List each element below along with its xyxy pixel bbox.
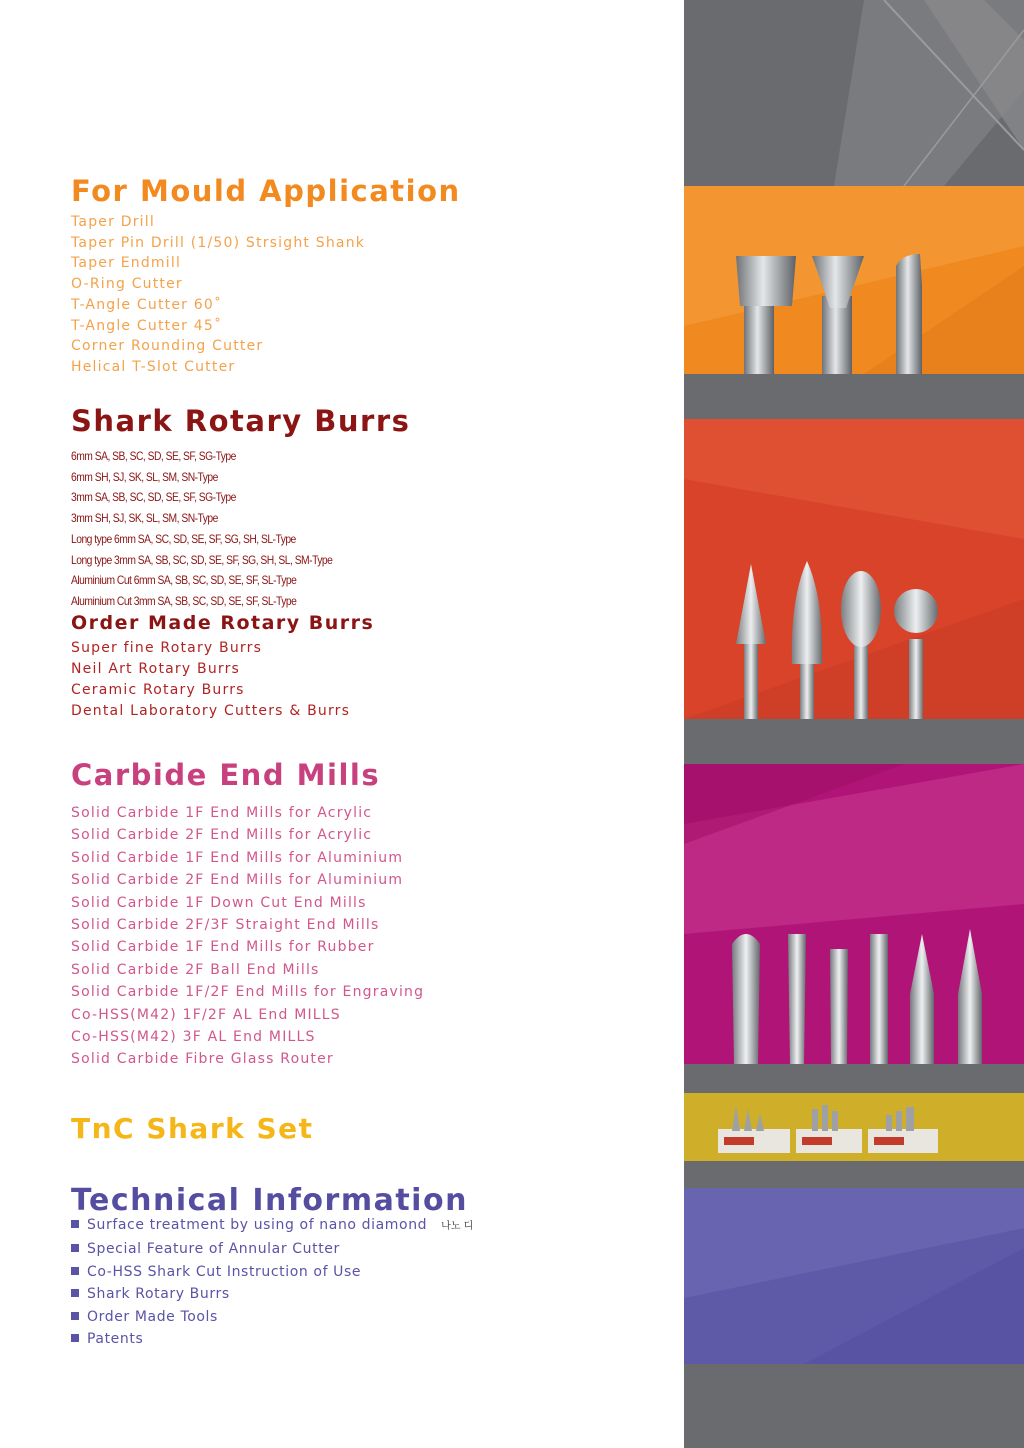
korean-note: 나노 디 xyxy=(441,1221,474,1232)
panel-gloss xyxy=(684,1188,1024,1364)
list-item[interactable]: Super fine Rotary Burrs xyxy=(71,640,263,656)
carbide-end-mills-heading: Carbide End Mills xyxy=(71,758,381,792)
list-item[interactable]: O-Ring Cutter xyxy=(71,276,183,293)
square-bullet-icon xyxy=(71,1312,79,1320)
mould-application-list xyxy=(71,212,365,378)
mould-tools-image xyxy=(684,186,1024,374)
image-sidebar xyxy=(684,0,1024,1448)
end-mills-image xyxy=(684,764,1024,1064)
list-item[interactable]: Long type 6mm SA, SC, SD, SE, SF, SG, SH, SL-Type xyxy=(71,531,296,546)
list-item[interactable]: Long type 3mm SA, SB, SC, SD, SE, SF, SG, SH, SL, SM-Type xyxy=(71,552,333,567)
carbide-end-mills-list xyxy=(71,802,424,1071)
list-item[interactable]: Solid Carbide 2F End Mills for Aluminium xyxy=(71,872,404,889)
list-item[interactable]: Co-HSS(M42) 1F/2F AL End MILLS xyxy=(71,1006,341,1023)
list-item[interactable]: 3mm SA, SB, SC, SD, SE, SF, SG-Type xyxy=(71,490,236,505)
list-item[interactable]: Shark Rotary Burrs xyxy=(71,1283,473,1305)
burr-tools-icon xyxy=(684,419,1024,719)
list-item[interactable]: T-Angle Cutter 45˚ xyxy=(71,317,223,334)
list-item[interactable]: Corner Rounding Cutter xyxy=(71,338,264,355)
list-item[interactable]: Neil Art Rotary Burrs xyxy=(71,661,241,677)
end-mill-tools-icon xyxy=(684,764,1024,1064)
mould-application-heading: For Mould Application xyxy=(71,174,461,208)
list-item[interactable]: 6mm SH, SJ, SK, SL, SM, SN-Type xyxy=(71,469,218,484)
list-item[interactable]: Taper Endmill xyxy=(71,255,182,272)
order-made-list xyxy=(71,638,350,722)
list-item[interactable]: Solid Carbide 2F Ball End Mills xyxy=(71,961,320,978)
list-item[interactable]: Solid Carbide 2F End Mills for Acrylic xyxy=(71,827,373,844)
list-item[interactable]: 3mm SH, SJ, SK, SL, SM, SN-Type xyxy=(71,511,218,526)
list-item[interactable]: Solid Carbide 1F End Mills for Aluminium xyxy=(71,849,404,866)
square-bullet-icon xyxy=(71,1289,79,1297)
list-item[interactable]: Solid Carbide 1F Down Cut End Mills xyxy=(71,894,367,911)
list-item[interactable]: Helical T-Slot Cutter xyxy=(71,358,236,375)
list-item[interactable]: Patents xyxy=(71,1328,473,1350)
shark-rotary-burrs-list xyxy=(71,446,375,612)
list-item[interactable]: Solid Carbide 1F/2F End Mills for Engraving xyxy=(71,984,425,1001)
list-item[interactable]: Solid Carbide 1F End Mills for Acrylic xyxy=(71,805,373,821)
order-made-rotary-burrs-heading: Order Made Rotary Burrs xyxy=(71,612,375,634)
list-item[interactable]: Dental Laboratory Cutters & Burrs xyxy=(71,703,351,719)
square-bullet-icon xyxy=(71,1244,79,1252)
technical-panel xyxy=(684,1188,1024,1364)
list-item[interactable]: Taper Drill xyxy=(71,214,155,230)
list-item[interactable]: Solid Carbide Fibre Glass Router xyxy=(71,1051,334,1068)
list-item[interactable]: Special Feature of Annular Cutter xyxy=(71,1238,473,1260)
square-bullet-icon xyxy=(71,1267,79,1275)
list-item[interactable]: Taper Pin Drill (1/50) Strsight Shank xyxy=(71,234,366,251)
shark-rotary-burrs-heading: Shark Rotary Burrs xyxy=(71,404,411,438)
list-item[interactable]: Co-HSS(M42) 3F AL End MILLS xyxy=(71,1029,316,1046)
decorative-lines xyxy=(684,0,1024,186)
cutter-tools-icon xyxy=(684,186,1024,374)
technical-information-list xyxy=(71,1214,473,1350)
list-item[interactable]: Surface treatment by using of nano diamond 나노 디 xyxy=(71,1214,473,1238)
rotary-burrs-image xyxy=(684,419,1024,719)
list-item[interactable]: Solid Carbide 1F End Mills for Rubber xyxy=(71,939,375,956)
square-bullet-icon xyxy=(71,1334,79,1342)
list-item[interactable]: Ceramic Rotary Burrs xyxy=(71,682,245,698)
tool-set-boxes-icon xyxy=(684,1093,1024,1161)
list-item[interactable]: Solid Carbide 2F/3F Straight End Mills xyxy=(71,917,380,934)
shark-set-image xyxy=(684,1093,1024,1161)
tnc-shark-set-heading[interactable]: TnC Shark Set xyxy=(71,1112,314,1145)
list-item[interactable]: Order Made Tools xyxy=(71,1306,473,1328)
list-item[interactable]: Co-HSS Shark Cut Instruction of Use xyxy=(71,1261,473,1283)
list-item[interactable]: T-Angle Cutter 60˚ xyxy=(71,296,223,313)
square-bullet-icon xyxy=(71,1220,79,1228)
list-item[interactable]: Aluminium Cut 6mm SA, SB, SC, SD, SE, SF, SL-Type xyxy=(71,573,297,588)
technical-information-heading: Technical Information xyxy=(71,1183,468,1218)
list-item[interactable]: Aluminium Cut 3mm SA, SB, SC, SD, SE, SF, SL-Type xyxy=(71,593,297,608)
list-item[interactable]: 6mm SA, SB, SC, SD, SE, SF, SG-Type xyxy=(71,449,236,463)
